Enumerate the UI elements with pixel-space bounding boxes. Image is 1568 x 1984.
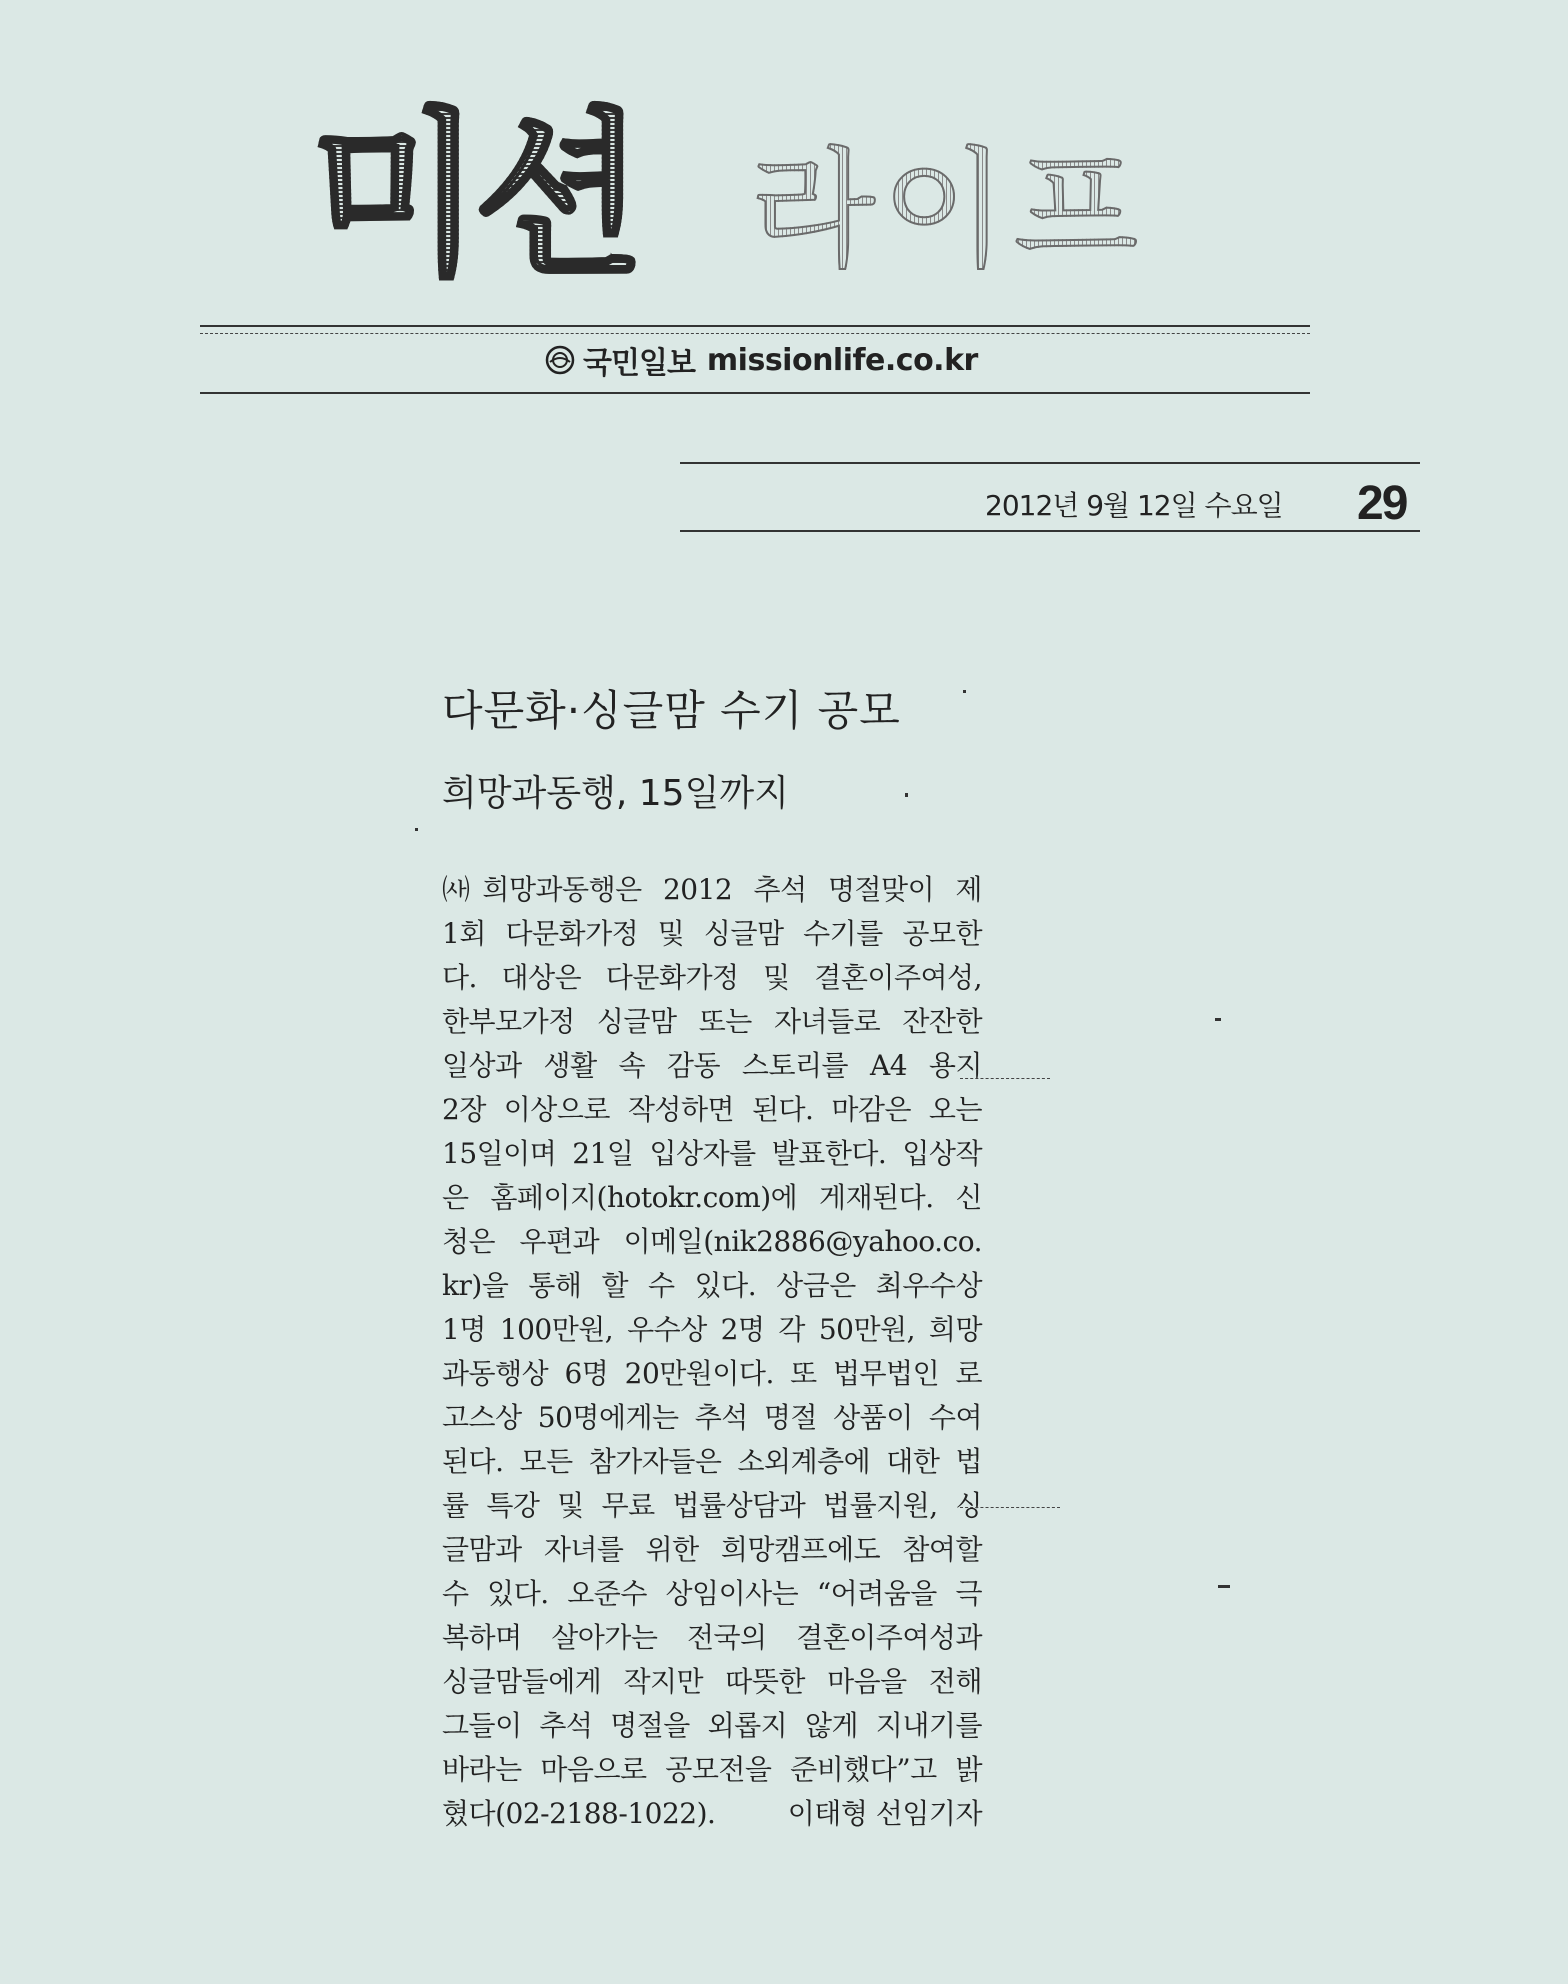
article-line: 1회 다문화가정 및 싱글맘 수기를 공모한	[442, 917, 982, 950]
article-line: 15일이며 21일 입상자를 발표한다. 입상작	[442, 1137, 982, 1170]
article-line: kr)을 통해 할 수 있다. 상금은 최우수상	[442, 1269, 982, 1302]
article-line: 1명 100만원, 우수상 2명 각 50만원, 희망	[442, 1313, 982, 1346]
article-line: 일상과 생활 속 감동 스토리를 A4 용지	[442, 1049, 982, 1082]
article-line: 과동행상 6명 20만원이다. 또 법무법인 로	[442, 1357, 982, 1390]
article-line: 복하며 살아가는 전국의 결혼이주여성과	[442, 1621, 982, 1654]
article-line: 글맘과 자녀를 위한 희망캠프에도 참여할	[442, 1533, 982, 1566]
masthead-rule-top	[200, 325, 1310, 327]
masthead-title-bold: 미션	[310, 90, 638, 299]
dateline-rule-bottom	[680, 530, 1420, 532]
scan-streak	[960, 1507, 1060, 1508]
brand-name: 국민일보	[583, 346, 695, 381]
article-line: 한부모가정 싱글맘 또는 자녀들로 잔잔한	[442, 1005, 982, 1038]
brand-line	[545, 340, 978, 380]
masthead-rule-dashed	[200, 333, 1310, 334]
article-last-line	[442, 1792, 982, 1836]
article-line: 2장 이상으로 작성하면 된다. 마감은 오는	[442, 1093, 982, 1126]
issue-date: 2012년 9월 12일 수요일	[985, 489, 1283, 522]
scan-speck	[1215, 1018, 1221, 1021]
scan-speck	[415, 828, 418, 831]
masthead-title-light: 라이프	[750, 125, 1145, 295]
article-last-line-text: 혔다(02-2188-1022).	[442, 1797, 716, 1830]
page-number: 29	[1357, 477, 1407, 530]
article-headline: 다문화·싱글맘 수기 공모	[442, 686, 901, 735]
article-subhead: 희망과동행, 15일까지	[442, 773, 789, 814]
dateline-rule-top	[680, 462, 1420, 464]
scan-speck	[963, 690, 966, 693]
article-line: 고스상 50명에게는 추석 명절 상품이 수여	[442, 1401, 982, 1434]
scan-streak	[960, 1078, 1050, 1079]
article-line: 다. 대상은 다문화가정 및 결혼이주여성,	[442, 961, 982, 994]
article-line: 은 홈페이지(hotokr.com)에 게재된다. 신	[442, 1181, 982, 1214]
newspaper-logo-icon	[545, 345, 575, 375]
article-line: 그들이 추석 명절을 외롭지 않게 지내기를	[442, 1709, 982, 1742]
brand-rule-bottom	[200, 392, 1310, 394]
scan-speck	[1218, 1585, 1230, 1588]
scan-speck	[905, 793, 908, 797]
article-line: 싱글맘들에게 작지만 따뜻한 마음을 전해	[442, 1665, 982, 1698]
article-line: 률 특강 및 무료 법률상담과 법률지원, 싱	[442, 1489, 982, 1522]
article-line: 수 있다. 오준수 상임이사는 “어려움을 극	[442, 1577, 982, 1610]
masthead	[310, 90, 1290, 299]
brand-url: missionlife.co.kr	[706, 342, 978, 378]
article-body	[442, 868, 982, 1836]
article-line: 된다. 모든 참가자들은 소외계층에 대한 법	[442, 1445, 982, 1478]
article-byline: 이태형 선임기자	[787, 1797, 982, 1830]
article-line: 바라는 마음으로 공모전을 준비했다”고 밝	[442, 1753, 982, 1786]
article-line: ㈔희망과동행은 2012 추석 명절맞이 제	[442, 873, 982, 906]
article-line: 청은 우편과 이메일(nik2886@yahoo.co.	[442, 1225, 982, 1258]
